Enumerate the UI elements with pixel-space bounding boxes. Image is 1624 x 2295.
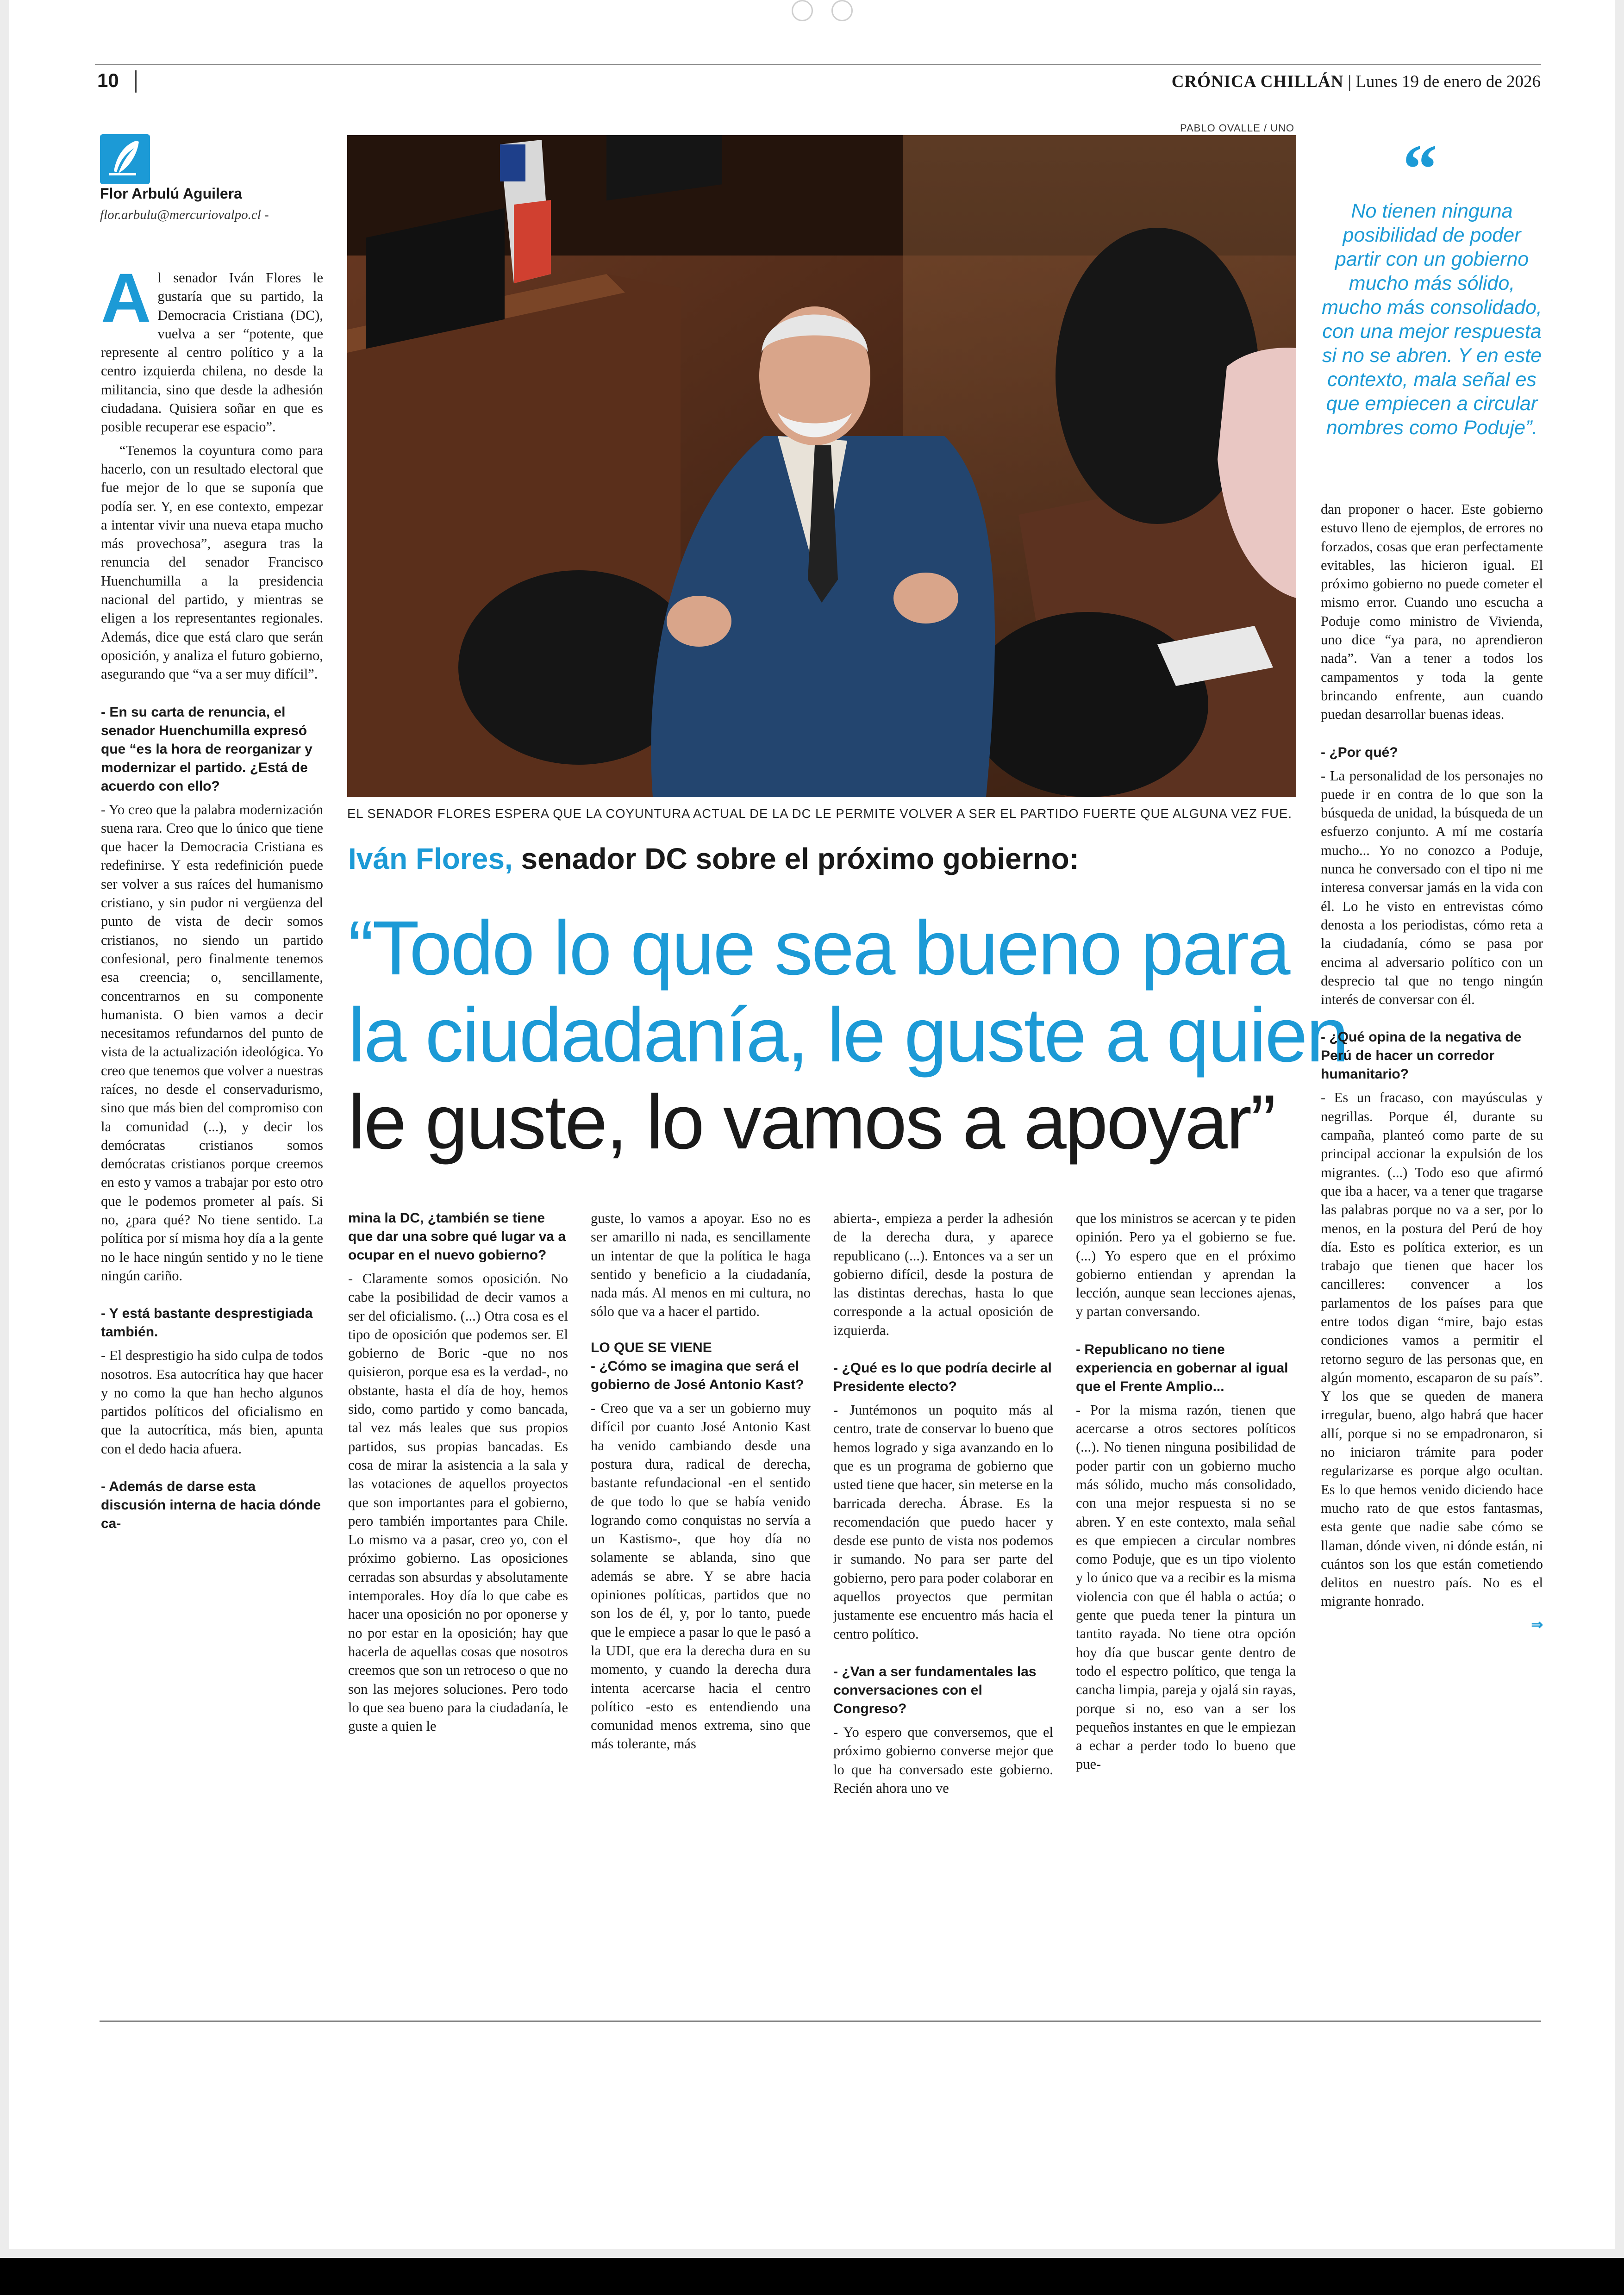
article-paragraph: - Yo creo que la palabra modernización suena rara. Creo que lo único que tiene que hacer la Democracia Cristiana es redefinirse. Y esta redefinición puede ser volver a sus raíces del humanismo cristiano, y sin pudor ni vergüenza del punto de vista de decir somos cristianos, no siendo un partido confesional, pero finalmente tenemos esa creencia; o, sencillamente, concentrarnos en su componente humanista. O bien vamos a decir necesitamos refundarnos del punto de vista de la actualización ideológica. Yo creo que tenemos que volver a nuestras raíces, no desde el conservadurismo, sino que más bien del compromiso con la comunidad (...), y decir los demócratas cristianos somos demócratas cristianos porque creemos en esto y vamos a trabajar por esto otro que le podemos prometer al país. Si no, ¿para qué? No tiene sentido. La política por sí misma hoy día a la gente no le hace ningún sentido y no le tiene ningún cariño. [101, 801, 323, 1284]
article-column-1 [101, 268, 323, 1921]
author-name: Flor Arbulú Aguilera [100, 185, 242, 202]
publication-date: Lunes 19 de enero de 2026 [1355, 72, 1541, 91]
quote-mark-icon: “ [1403, 131, 1437, 207]
headline [348, 905, 1348, 1166]
article-paragraph: guste, lo vamos a apoyar. Eso no es ser amarillo ni nada, es sencillamente un intentar de que la política le haga sentido y beneficio a la ciudadanía, nada más. Al menos en mi cultura, no sólo que va a hacer el partido. [591, 1210, 811, 1320]
article-column-4 [833, 1209, 1053, 1927]
pager-dot[interactable] [831, 0, 853, 21]
section-heading: LO QUE SE VIENE [591, 1340, 712, 1355]
article-paragraph: - Es un fracaso, con mayúsculas y negrillas. Porque él, durante su campaña, planteó como parte de su principal accionar la expulsión de los migrantes. (...) Todo eso que afirmó que iba a hacer, va a tener que tragarse las palabras porque no va a ser, por lo menos, en la postura del Perú de hoy día. Esto es política exterior, es un trabajo que tienen que hacer los cancilleres: convencer a los parlamentos de los países para que entre todos digan “mire, bajo estas condiciones vamos a permitir el retorno seguro de las personas que, en algún momento, escaparon de su país”. Y los que se queden de manera irregular, bueno, algo habrá que hacer allí, porque si no se empadronaron, si no iniciaron trámite para poder regularizarse es porque algo ocultan. Es lo que hemos venido diciendo hace mucho rato de que estos fantasmas, esta gente que nadie sabe cómo se llaman, dónde viven, ni dónde están, ni cuántos son los que están cometiendo delitos en nuestro país. No es el migrante honrado. [1321, 1090, 1543, 1609]
pager-dot[interactable] [792, 0, 813, 21]
publication-line: CRÓNICA CHILLÁN | Lunes 19 de enero de 2026 [1171, 72, 1541, 91]
interview-question: - ¿Qué es lo que podría decirle al Presidente electo? [833, 1360, 1052, 1395]
interview-question: - Y está bastante desprestigiada también. [101, 1306, 313, 1340]
article-paragraph: “Tenemos la coyuntura como para hacerlo, con un resultado electoral que fue mejor de lo que se suponía que podía ser. Y, en ese contexto, empezar a intentar vivir una nueva etapa mucho más provechosa”, asegura tras la renuncia del senador Francisco Huenchumilla a la presidencia nacional del partido, y mientras se eligen a los representantes regionales. Además, dice que está claro que serán oposición, y analiza el futuro gobierno, asegurando que “va a ser muy difícil”. [101, 442, 323, 682]
interview-question: - ¿Van a ser fundamentales las conversaciones con el Congreso? [833, 1664, 1037, 1716]
header-rule [95, 64, 1541, 65]
article-paragraph: - Juntémonos un poquito más al centro, trate de conservar lo bueno que hemos logrado y siga avanzando en lo que es un programa de gobierno que usted tiene que hacer, sin meterse en la barricada derecha. Ábrase. Es la recomendación que puedo hacer y desde ese punto de vista nos podemos ir sumando. No para ser parte del gobierno, pero para poder colaborar en aquellos proyectos que permitan justamente ese encuentro más hacia el centro político. [833, 1402, 1053, 1642]
pull-quote: No tienen ninguna posibilidad de poder partir con un gobierno mucho más sólido, mucho más consolidado, con una mejor respuesta si no se abren. Y en este contexto, mala señal es que empiecen a circular nombres como Poduje”. [1322, 200, 1542, 439]
article-paragraph: - Creo que va a ser un gobierno muy difícil por cuanto José Antonio Kast ha venido cambiando desde una postura dura, radical de derecha, bastante refundacional -en el sentido de que todo lo que se había venido logrando como conquistas no servía a un Kastismo-, que hoy día no solamente se ablanda, sino que además se abre. Y se abre hacia opiniones políticas, partidos que no son los de él, y, por lo tanto, puede que le empiece a pasar lo que le pasó a la UDI, que era la derecha dura en su momento, y cuando la derecha dura intenta acercarse hacia el centro político -esto es entendiendo una comunidad menos extrema, sino que más tolerante, más [591, 1400, 811, 1752]
article-paragraph: abierta-, empieza a perder la adhesión de la derecha dura, y aparece republicano (...). Entonces va a ser un gobierno difícil, desde la postura de las distintas derechas, hasta lo que corresponde a la actual oposición de izquierda. [833, 1210, 1053, 1338]
interview-question: - ¿Cómo se imagina que será el gobierno de José Antonio Kast? [591, 1359, 804, 1393]
newspaper-page [9, 0, 1615, 2249]
lead-text: l senador Iván Flores le gustaría que su partido, la Democracia Cristiana (DC), vuelva a ser “potente, que represente al centro político y a la centro izquierda chilena, no desde la militancia, sino que desde la adhesión ciudadana. Quisiera soñar en que es posible recuperar ese espacio”. [101, 270, 323, 435]
kicker-name: Iván Flores, [348, 842, 513, 875]
interview-question: - ¿Qué opina de la negativa de Perú de hacer un corredor humanitario? [1321, 1029, 1522, 1082]
interview-question: - Republicano no tiene experiencia en gobernar al igual que el Frente Amplio... [1076, 1341, 1288, 1394]
headline-line-1: “Todo lo que sea bueno para [348, 905, 1289, 991]
photo-caption: EL SENADOR FLORES ESPERA QUE LA COYUNTURA ACTUAL DE LA DC LE PERMITE VOLVER A SER EL PARTIDO FUERTE QUE ALGUNA VEZ FUE. [347, 806, 1292, 821]
viewer-bottom-bar [0, 2258, 1624, 2295]
author-email[interactable]: flor.arbulu@mercuriovalpo.cl - [100, 207, 269, 222]
headline-line-2: la ciudadanía, le guste a quien [348, 992, 1348, 1078]
quill-icon [100, 134, 150, 184]
pager-dots [792, 0, 853, 21]
footer-rule [100, 2021, 1541, 2022]
article-paragraph: - Yo espero que conversemos, que el próximo gobierno converse mejor que lo que ha conversado este gobierno. Recién ahora uno ve [833, 1724, 1053, 1796]
interview-question: - Además de darse esta discusión interna de hacia dónde ca- [101, 1479, 321, 1532]
interview-question: mina la DC, ¿también se tiene que dar una sobre qué lugar va a ocupar en el nuevo gobierno? [348, 1210, 566, 1263]
article-paragraph: - Por la misma razón, tienen que acercarse a otros sectores políticos (...). No tienen ninguna posibilidad de poder partir con un gobierno mucho más sólido, mucho más consolidado, con una mejor respuesta si no se abren. Y en este contexto, mala señal es que empiecen a circular nombres como Poduje, que es un tipo violento y lo único que va a recibir es la misma violencia con que él habla o actúa; o gente que pueda tener la pintura un tantito rayada. No tiene otra opción hoy día que buscar gente dentro de todo el espectro político, que tenga la cancha limpia, pareja y ojalá sin rayas, porque si no, eso van a ser los pequeños instantes en que le empiezan a echar a perder todo lo bueno que pue- [1076, 1402, 1296, 1772]
drop-cap: A [101, 268, 151, 337]
interview-question: - ¿Por qué? [1321, 744, 1398, 760]
article-column-3 [591, 1209, 811, 1927]
article-paragraph [101, 268, 323, 437]
article-paragraph: - El desprestigio ha sido culpa de todos nosotros. Esa autocrítica hay que hacer y no como la que han hecho algunos partidos políticos del oficialismo en que la autocrítica, más bien, apunta con el dedo hacia afuera. [101, 1347, 323, 1457]
article-column-2 [348, 1209, 568, 1927]
headline-line-3: le guste, lo vamos a apoyar” [348, 1079, 1275, 1165]
kicker-rest: senador DC sobre el próximo gobierno: [512, 842, 1079, 875]
article-column-5 [1076, 1209, 1296, 1927]
article-paragraph: que los ministros se acercan y te piden opinión. Pero ya el gobierno se fue. (...) Yo espero que en el próximo gobierno entiendan y aprendan la lección, aunque sean lecciones ajenas, y partan conversando. [1076, 1210, 1296, 1320]
senator-photo [347, 135, 1296, 797]
article-paragraph: dan proponer o hacer. Este gobierno estuvo lleno de ejemplos, de errores no forzados, cosas que eran perfectamente evitables, las hicieron igual. El próximo gobierno no puede cometer el mismo error. Cuando uno escucha a Poduje como ministro de Vivienda, uno dice “ya para, no aprendieron nada”. Van a tener a todos los campamentos y toda la gente brincando enfrente, aun cuando puedan desarrollar buenas ideas. [1321, 501, 1543, 723]
page-number: 10 [97, 69, 119, 91]
headline-kicker [348, 842, 1079, 876]
publication-name: CRÓNICA CHILLÁN [1171, 72, 1344, 91]
article-paragraph: - La personalidad de los personajes no puede ir en contra de lo que son la búsqueda de unidad, la búsqueda de un esfuerzo conjunto. A mí me costaría mucho... Yo no conozco a Poduje, nunca he conversado con el tipo ni me interesa conversar jamás en la vida con él. Lo he visto en entrevistas cómo denosta a los periodistas, cómo reta a la ciudadanía, cómo se pasa por encima al adversario político con un desprecio tal que no tengo ningún interés de conversar con él. [1321, 767, 1543, 1008]
page-number-separator [135, 70, 137, 93]
end-arrow-icon: ⇒ [1531, 1616, 1543, 1633]
interview-question: - En su carta de renuncia, el senador Huenchumilla expresó que “es la hora de reorganizar y modernizar el partido. ¿Está de acuerdo con ello? [101, 704, 312, 794]
article-column-6 [1321, 500, 1543, 1926]
photo-credit: PABLO OVALLE / UNO [1180, 122, 1294, 134]
article-paragraph: - Claramente somos oposición. No cabe la posibilidad de decir vamos a ser del oficialismo. (...) Otra cosa es el tipo de oposición que podemos ser. El gobierno de Boric -que no nos quisieron, porque esa es la verdad-, no obstante, hasta el día de hoy, hemos sido, como partido y como bancada, tal vez más leales que sus propios partidos, sus propias bancadas. Es cosa de mirar la asistencia a la sala y las votaciones de aquellos proyectos que son importantes para el gobierno, pero también importantes para Chile. Lo mismo va a pasar, creo yo, con el próximo gobierno. Las oposiciones cerradas son absurdas y absolutamente intemporales. Hoy día lo que cabe es hacer una oposición no por oponerse y no por estar en la oposición; hay que hacerla de aquellas cosas que nosotros creemos que son un retroceso o que no son las mejores soluciones. Pero todo lo que sea bueno para la ciudadanía, le guste a quien le [348, 1271, 568, 1734]
